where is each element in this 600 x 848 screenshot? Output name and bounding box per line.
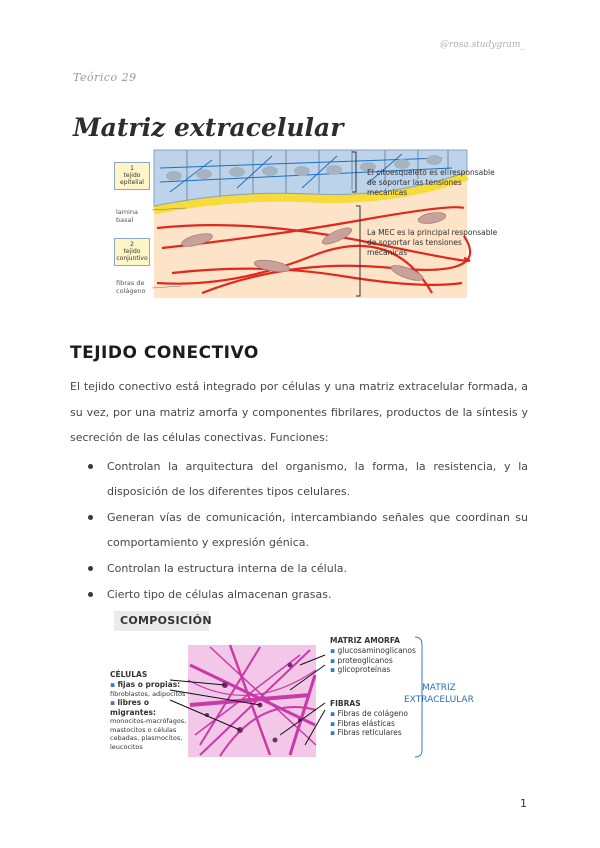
composition-heading: COMPOSICIÓN (114, 611, 209, 631)
matriz-extracelular-label (404, 683, 474, 706)
badge-number: 1 (130, 165, 134, 172)
list-item (88, 582, 528, 607)
intro-paragraph: El tejido conectivo está integrado por células y una matriz extracelular formada, a su vez, por una matriz amorfa y componentes fibrilares, productos de la síntesis y secreción de las células conectivas. Funciones: (70, 380, 528, 444)
fijas-label: fijas o propias: (117, 679, 181, 689)
mec-line: EXTRACELULAR (404, 694, 474, 705)
page-title: Matriz extracelular (73, 113, 344, 142)
section-heading: TEJIDO CONECTIVO (70, 343, 259, 363)
fibras-title: FIBRAS (330, 699, 361, 708)
page-number: 1 (520, 797, 527, 810)
epithelium-connective-figure (112, 148, 518, 308)
bullet-dot (88, 592, 93, 597)
bullet-dot (88, 515, 93, 520)
fijas-detail: fibroblastos, adipocitos (110, 689, 186, 698)
lecture-label: Teórico 29 (73, 71, 137, 84)
list-item-text: Controlan la arquitectura del organismo, la forma, la resistencia, y la disposición de los diferentes tipos celulares. (107, 460, 528, 498)
watermark: @rosa.studygram_ (440, 40, 525, 50)
composition-figure (110, 635, 510, 760)
celulas-block: CÉLULAS ▪ fijas o propias: fibroblastos, adipocitos ▪ libres o migrantes: monocitos-macrófagos, mastocitos o células cebadas, plasmocitos, leucocitos (110, 670, 187, 751)
list-item-text: Controlan la estructura interna de la célula. (107, 562, 347, 575)
lamina-basal-label: lamina basal (116, 208, 139, 225)
fibras-item: Fibras reticulares (337, 728, 402, 738)
list-item-text: Cierto tipo de células almacenan grasas. (107, 588, 332, 601)
matriz-amorfa-title: MATRIZ AMORFA (330, 636, 400, 645)
functions-list (88, 454, 528, 608)
badge-number: 2 (130, 241, 134, 248)
libres-detail: monocitos-macrófagos, mastocitos o células cebadas, plasmocitos, leucocitos (110, 717, 187, 751)
mec-note: La MEC es la principal responsable de soportar las tensiones mecánicas (367, 228, 498, 257)
list-item (88, 556, 528, 581)
list-item (88, 505, 528, 555)
fibras-block: FIBRAS ▪ Fibras de colágeno ▪ Fibras elásticas ▪ Fibras reticulares (330, 699, 420, 738)
bullet-dot (88, 566, 93, 571)
fibras-item: Fibras elásticas (337, 718, 395, 728)
badge-text: tejido conjuntivo (116, 248, 148, 263)
mec-line: MATRIZ (422, 683, 456, 693)
matriz-amorfa-item: proteoglicanos (337, 655, 393, 665)
matriz-amorfa-item: glucosaminoglicanos (337, 645, 416, 655)
celulas-title: CÉLULAS (110, 670, 148, 679)
matriz-amorfa-block: MATRIZ AMORFA ▪ glucosaminoglicanos ▪ proteoglicanos ▪ glicoproteínas (330, 636, 420, 675)
fibras-item: Fibras de colágeno (337, 708, 408, 718)
fibras-colageno-label: fibras de colágeno (116, 279, 146, 296)
libres-label: libres o migrantes: (110, 697, 156, 717)
citoesqueleto-note: El citoesqueleto es el responsable de soportar las tensiones mecánicas (367, 168, 495, 197)
badge-text: tejido epitelial (120, 172, 144, 187)
list-item-text: Generan vías de comunicación, intercambiando señales que coordinan su comportamiento y expresión génica. (107, 511, 528, 549)
matriz-amorfa-item: glicoproteínas (337, 665, 391, 675)
tejido-epitelial-badge (114, 162, 150, 190)
bullet-dot (88, 464, 93, 469)
list-item (88, 454, 528, 504)
tejido-conjuntivo-badge (114, 238, 150, 266)
